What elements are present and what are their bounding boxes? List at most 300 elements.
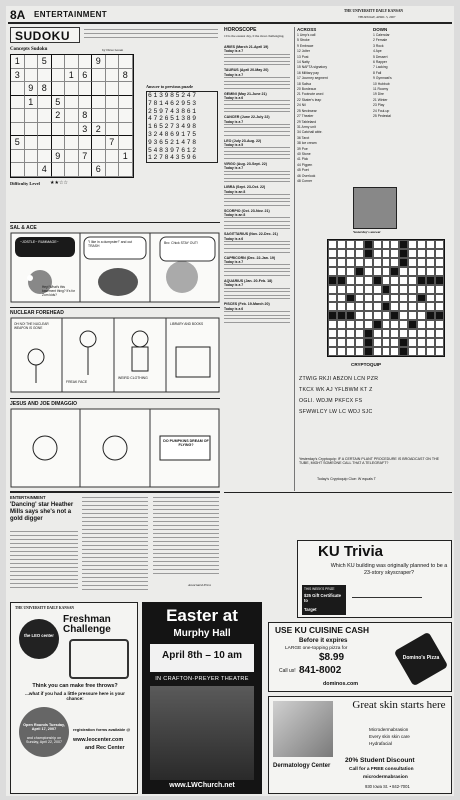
- sudoku-cell: 7: [106, 136, 120, 150]
- crossword-cell: [328, 276, 337, 285]
- crossword-cell: [337, 249, 346, 258]
- clue-item: 9 Embrace: [297, 43, 314, 48]
- crossword-cell: [390, 249, 399, 258]
- crossword-cell: [399, 249, 408, 258]
- crossword-cell: [355, 302, 364, 311]
- easter-date-box: [150, 644, 254, 672]
- horoscope-sign: [224, 92, 290, 112]
- crossword-cell: [346, 258, 355, 267]
- crossword-cell: [337, 285, 346, 294]
- crossword-cell: [435, 347, 444, 356]
- clue-item: 5 Stroke: [297, 38, 310, 43]
- horoscope-sign: [224, 68, 290, 88]
- sudoku-cell: [11, 82, 25, 96]
- derm-call: Call for a FREE consultation: [349, 767, 414, 772]
- crossword-cell: [435, 338, 444, 347]
- easter-title: Easter at: [166, 606, 238, 625]
- crossword-cell: [337, 338, 346, 347]
- crossword-grid: [327, 239, 445, 357]
- crossword-cell: [417, 302, 426, 311]
- clue-item: 6 Rapper: [373, 60, 387, 65]
- crossword-cell: [399, 276, 408, 285]
- sudoku-cell: [11, 163, 25, 177]
- comic-title-3: JESUS AND JOE DIMAGGIO: [10, 401, 78, 407]
- divider-1: [10, 222, 220, 223]
- crossword-cell: [328, 320, 337, 329]
- sign-body: [224, 54, 290, 66]
- sudoku-cell: [65, 123, 79, 137]
- article-credit: Associated Press: [188, 583, 211, 587]
- crossword-cell: [426, 311, 435, 320]
- crossword-cell: [346, 347, 355, 356]
- crossword-cell: [328, 311, 337, 320]
- jesus-joe-strip: [10, 408, 220, 488]
- crossword-cell: [399, 302, 408, 311]
- crossword-cell: [417, 338, 426, 347]
- clue-item: 21 Footnote word: [297, 92, 324, 97]
- sudoku-cell: [38, 69, 52, 83]
- crossword-cell: [364, 294, 373, 303]
- crossword-cell: [399, 294, 408, 303]
- clue-item: 12 Jolter: [297, 49, 311, 54]
- crossword-cell: [346, 285, 355, 294]
- sudoku-cell: [38, 109, 52, 123]
- crossword-cell: [399, 338, 408, 347]
- crossword-cell: [328, 294, 337, 303]
- sudoku-cell: [106, 55, 120, 69]
- clue-item: 25 Pedestal: [373, 114, 391, 119]
- sudoku-cell: [65, 150, 79, 164]
- crossword-cell: [417, 249, 426, 258]
- clue-item: 15 NAFTA signatory: [297, 65, 328, 70]
- yesterday-answer-box: [353, 187, 397, 229]
- sudoku-cell: [25, 55, 39, 69]
- answer-row: 259743861: [148, 107, 198, 115]
- crossword-cell: [373, 347, 382, 356]
- clue-item: 3 Rock: [373, 43, 384, 48]
- down-list: [373, 33, 403, 120]
- sudoku-cell: 8: [79, 109, 93, 123]
- sudoku-cell: 9: [52, 150, 66, 164]
- sudoku-grid-title: Concepts Sudoku: [10, 47, 48, 52]
- crossword-cell: [382, 285, 391, 294]
- sudoku-cell: [106, 82, 120, 96]
- crossword-cell: [355, 329, 364, 338]
- trivia-store: Target: [304, 607, 317, 612]
- sudoku-cell: 4: [38, 163, 52, 177]
- sign-name: CAPRICORN (Dec. 22-Jan. 19): [224, 255, 276, 260]
- crossword-cell: [390, 338, 399, 347]
- leo-logo: [19, 619, 59, 659]
- crossword-cell: [382, 347, 391, 356]
- sal-bubble-3: "I like in a dumpster!" and out TRASH: [88, 240, 133, 248]
- sudoku-cell: [11, 150, 25, 164]
- crossword-cell: [390, 267, 399, 276]
- cryptoquip-line: OGLI. WDJM PKFCX FS: [299, 398, 363, 404]
- sudoku-grid: [10, 54, 134, 178]
- sudoku-cell: [52, 136, 66, 150]
- newspaper-page: [6, 6, 454, 796]
- crossword-cell: [417, 276, 426, 285]
- crossword-cell: [373, 294, 382, 303]
- easter-venue: IN CRAFTON-PREYER THEATRE: [155, 676, 249, 682]
- clue-item: 11 Roomy: [373, 87, 389, 92]
- sudoku-cell: [38, 136, 52, 150]
- challenge-hoop: [69, 639, 129, 679]
- sudoku-cell: [119, 136, 133, 150]
- section-name: ENTERTAINMENT: [34, 10, 108, 19]
- sudoku-cell: [25, 109, 39, 123]
- crossword-cell: [373, 338, 382, 347]
- down-label: DOWN: [373, 27, 388, 32]
- clue-item: 19 Dire: [373, 92, 384, 97]
- sudoku-cell: [65, 82, 79, 96]
- crossword-cell: [408, 320, 417, 329]
- sign-rating: Today is a 7: [224, 283, 244, 288]
- clue-item: 45 Poet: [297, 168, 309, 173]
- clue-item: 18 Saliva: [297, 81, 311, 86]
- clue-item: 44 Pigpen: [297, 162, 313, 167]
- crossword-cell: [390, 276, 399, 285]
- cryptoquip-lines: [299, 374, 451, 418]
- sal-bubble-4: Bro: Chick STAY OUT!: [164, 241, 198, 245]
- trivia-prize: $25 Gift Certificate to: [304, 593, 342, 603]
- crossword-cell: [373, 267, 382, 276]
- nf-text-4: LIBRARY AND BOOKS: [170, 322, 204, 326]
- crossword-cell: [399, 267, 408, 276]
- crossword-cell: [328, 240, 337, 249]
- sign-body: [224, 100, 290, 112]
- crossword-cell: [408, 267, 417, 276]
- sudoku-cell: [92, 82, 106, 96]
- horoscope-sign: [224, 45, 290, 65]
- crossword-cell: [373, 249, 382, 258]
- nf-text-2: FREAK FACE: [66, 380, 88, 384]
- clue-item: 16 Military pay: [297, 70, 319, 75]
- crossword-cell: [346, 267, 355, 276]
- derm-site[interactable]: microdermabrasion: [363, 775, 408, 780]
- clue-item: 48 Corner: [297, 178, 313, 183]
- crossword-cell: [426, 347, 435, 356]
- crossword-cell: [399, 329, 408, 338]
- article-col-3: [153, 497, 219, 577]
- crossword-cell: [426, 258, 435, 267]
- ku-trivia-ad: [297, 540, 452, 618]
- crossword-cell: [399, 258, 408, 267]
- crossword-cell: [337, 240, 346, 249]
- sign-body: [224, 147, 290, 159]
- sign-rating: Today is a 7: [224, 72, 244, 77]
- jj-caption: DO PUMPKINS DREAM OF FLYING?: [163, 439, 209, 447]
- comic-nuclear-forehead: [10, 310, 220, 396]
- leo-text: the LEO center: [24, 633, 54, 638]
- sudoku-cell: [52, 55, 66, 69]
- sudoku-cell: 3: [79, 123, 93, 137]
- clue-item: 36 Tarot: [297, 135, 310, 140]
- cryptoquip-line: TKCX WK AJ YFLBWM KT Z: [299, 387, 373, 393]
- crossword-cell: [426, 329, 435, 338]
- crossword-cell: [417, 240, 426, 249]
- sign-rating: Today is an 8: [224, 213, 246, 218]
- crossword-cell: [426, 302, 435, 311]
- clue-item: 31 Army unit: [297, 124, 316, 129]
- crossword-cell: [390, 240, 399, 249]
- crossword-cell: [382, 258, 391, 267]
- horoscope-sign: [224, 256, 290, 276]
- easter-photo: [150, 686, 254, 780]
- sudoku-cell: 2: [52, 109, 66, 123]
- sudoku-cell: 8: [119, 69, 133, 83]
- sign-rating: Today is a 6: [224, 96, 244, 101]
- crossword-cell: [364, 249, 373, 258]
- article-kicker: ENTERTAINMENT: [10, 495, 46, 500]
- crossword-cell: [328, 338, 337, 347]
- sudoku-cell: [65, 96, 79, 110]
- crossword-cell: [364, 329, 373, 338]
- sudoku-cell: 5: [11, 136, 25, 150]
- crossword-cell: [346, 249, 355, 258]
- crossword-cell: [435, 329, 444, 338]
- sign-body: [224, 264, 290, 276]
- crossword-cell: [408, 347, 417, 356]
- crossword-cell: [435, 320, 444, 329]
- crossword-cell: [399, 320, 408, 329]
- crossword-cell: [364, 267, 373, 276]
- challenge-brand: THE UNIVERSITY DAILY KANSAN: [15, 606, 75, 610]
- derm-headline: Great skin starts here: [352, 699, 446, 711]
- crossword-cell: [328, 285, 337, 294]
- challenge-rounds: Open Rounds Tuesday, April 17, 2007: [23, 723, 65, 731]
- sudoku-cell: 9: [25, 82, 39, 96]
- cryptoquip-line: SFWWLCY LW LC WDJ SJC: [299, 409, 373, 415]
- clue-item: 17 Journey segment: [297, 76, 328, 81]
- sudoku-cell: [52, 82, 66, 96]
- crossword-cell: [417, 320, 426, 329]
- sign-body: [224, 288, 290, 300]
- sign-name: ARIES (March 21-April 19): [224, 45, 269, 49]
- sudoku-banner: [10, 27, 80, 43]
- comic-sal-ace: [10, 225, 220, 305]
- sudoku-cell: [52, 123, 66, 137]
- cuisine-phone: 841-8002: [299, 665, 342, 676]
- crossword-section: [297, 27, 452, 357]
- sudoku-cell: [65, 109, 79, 123]
- sign-name: CANCER (June 22-July 22): [224, 115, 270, 120]
- crossword-cell: [382, 302, 391, 311]
- challenge-url[interactable]: www.leocenter.com: [73, 737, 124, 743]
- sudoku-cell: [65, 55, 79, 69]
- crossword-cell: [346, 329, 355, 338]
- challenge-title: Freshman Challenge: [63, 614, 111, 635]
- sudoku-cell: [25, 69, 39, 83]
- cuisine-price: $8.99: [319, 652, 345, 663]
- horoscope-sign: [224, 185, 290, 205]
- crossword-cell: [373, 240, 382, 249]
- sudoku-cell: [92, 109, 106, 123]
- sudoku-cell: 5: [52, 96, 66, 110]
- horoscope-sign: [224, 302, 290, 322]
- sudoku-cell: [25, 123, 39, 137]
- sudoku-cell: [11, 109, 25, 123]
- crossword-cell: [417, 294, 426, 303]
- crossword-cell: [399, 285, 408, 294]
- crossword-cell: [435, 311, 444, 320]
- divider-4: [10, 491, 220, 493]
- crossword-cell: [408, 294, 417, 303]
- crossword-cell: [417, 258, 426, 267]
- crossword-cell: [435, 294, 444, 303]
- yesterday-answer-label: Yesterday's answer: [353, 230, 381, 234]
- crossword-cell: [408, 329, 417, 338]
- answer-row: 127843596: [148, 154, 198, 162]
- sign-name: VIRGO (Aug. 23-Sept. 22): [224, 161, 267, 166]
- clue-item: 5 Dessert: [373, 54, 388, 59]
- crossword-cell: [328, 302, 337, 311]
- crossword-cell: [346, 311, 355, 320]
- cryptoquip-title: CRYPTOQUIP: [351, 362, 382, 367]
- sign-rating: Today is a 5: [224, 142, 244, 147]
- sudoku-cell: [106, 96, 120, 110]
- crossword-cell: [390, 294, 399, 303]
- sudoku-cell: [79, 82, 93, 96]
- challenge-ad: [10, 602, 138, 794]
- sudoku-cell: [79, 55, 93, 69]
- sudoku-cell: 9: [92, 55, 106, 69]
- sign-name: LEO (July 23-Aug. 22): [224, 138, 262, 143]
- easter-url[interactable]: www.LWChurch.net: [169, 782, 235, 789]
- crossword-cell: [355, 338, 364, 347]
- crossword-cell: [408, 258, 417, 267]
- easter-ad: [142, 602, 262, 794]
- sudoku-cell: [119, 163, 133, 177]
- sign-body: [224, 194, 290, 206]
- crossword-cell: [390, 302, 399, 311]
- clue-item: 22 Skater's leap: [297, 97, 322, 102]
- sudoku-cell: [65, 136, 79, 150]
- nf-text-1: OH NO! THE NUCLEAR WEAPON IS GONE: [14, 322, 49, 330]
- sign-body: [224, 171, 290, 183]
- cryptoquip-section: [297, 362, 452, 490]
- sudoku-cell: [106, 69, 120, 83]
- sudoku-cell: [92, 69, 106, 83]
- crossword-cell: [382, 240, 391, 249]
- horoscope-list: [224, 45, 290, 326]
- sudoku-cell: [79, 163, 93, 177]
- clue-item: 41 Pick: [297, 157, 309, 162]
- horoscope-sign: [224, 139, 290, 159]
- sudoku-section: [10, 27, 220, 222]
- crossword-cell: [426, 276, 435, 285]
- crossword-cell: [426, 267, 435, 276]
- sudoku-instructions: [84, 29, 218, 41]
- challenge-and-rec: and Rec Center: [85, 745, 125, 751]
- crossword-cell: [373, 258, 382, 267]
- sudoku-cell: 1: [65, 69, 79, 83]
- easter-place: Murphy Hall: [173, 628, 231, 639]
- crossword-cell: [346, 320, 355, 329]
- clue-item: 34 Catchall abbr.: [297, 130, 323, 135]
- crossword-cell: [337, 347, 346, 356]
- page-header: [8, 8, 452, 22]
- cuisine-web[interactable]: dominos.com: [323, 681, 359, 687]
- crossword-cell: [364, 302, 373, 311]
- sudoku-cell: [119, 109, 133, 123]
- article-heather-mills: [10, 495, 220, 599]
- sudoku-cell: [65, 163, 79, 177]
- crossword-cell: [364, 320, 373, 329]
- clue-item: 1 Ump's call: [297, 33, 316, 37]
- crossword-cell: [390, 311, 399, 320]
- sudoku-cell: 1: [119, 150, 133, 164]
- sudoku-title: SUDOKU: [15, 29, 71, 43]
- crossword-cell: [426, 294, 435, 303]
- crossword-cell: [364, 285, 373, 294]
- crossword-cell: [337, 276, 346, 285]
- header-rule: [8, 22, 452, 24]
- sudoku-cell: 6: [79, 69, 93, 83]
- crossword-cell: [346, 276, 355, 285]
- crossword-cell: [337, 320, 346, 329]
- sign-rating: Today is a 6: [224, 236, 244, 241]
- crossword-cell: [328, 258, 337, 267]
- crossword-cell: [435, 258, 444, 267]
- sign-body: [224, 241, 290, 253]
- crossword-cell: [435, 240, 444, 249]
- clue-item: 24 Foul-up: [373, 108, 390, 113]
- article-headline: 'Dancing' star Heather Mills says she's not a gold digger: [10, 502, 74, 522]
- sign-rating: Today is a 6: [224, 306, 244, 311]
- sign-body: [224, 217, 290, 229]
- difficulty-label: Difficulty Level: [10, 181, 40, 186]
- challenge-ball: [19, 707, 69, 757]
- derm-addr: 930 Iowa St. • 842-7001: [365, 784, 410, 789]
- crossword-cell: [337, 258, 346, 267]
- crossword-cell: [417, 329, 426, 338]
- crossword-cell: [364, 258, 373, 267]
- comic-title-1: SAL & ACE: [10, 225, 37, 231]
- crossword-cell: [408, 311, 417, 320]
- crossword-cell: [364, 240, 373, 249]
- horoscope-sign: [224, 162, 290, 182]
- crossword-cell: [346, 240, 355, 249]
- crossword-cell: [399, 240, 408, 249]
- trivia-week: THIS WEEK'S PRIZE: [304, 587, 335, 591]
- clue-item: 20 Bordeaux: [297, 87, 317, 92]
- sudoku-cell: [25, 163, 39, 177]
- sign-name: AQUARIUS (Jan. 20-Feb. 18): [224, 278, 273, 283]
- paper-name: THE UNIVERSITY DAILY KANSAN: [344, 9, 404, 13]
- difficulty-stars: ★★☆☆: [50, 181, 68, 186]
- sudoku-cell: [106, 150, 120, 164]
- challenge-sub: ...what if you had a little pressure here is your chance:: [25, 691, 125, 701]
- sudoku-cell: 2: [92, 123, 106, 137]
- crossword-cell: [355, 294, 364, 303]
- answer-grid: [146, 91, 218, 163]
- derm-b2: Every skin skin care: [369, 734, 410, 739]
- crossword-cell: [328, 329, 337, 338]
- crossword-cell: [408, 338, 417, 347]
- crossword-cell: [426, 249, 435, 258]
- clue-item: 10 Hubbub: [373, 81, 390, 86]
- crossword-cell: [328, 347, 337, 356]
- sudoku-cell: [79, 96, 93, 110]
- challenge-question: Think you can make free throws?: [32, 683, 118, 689]
- sudoku-cell: [119, 82, 133, 96]
- crossword-cell: [390, 329, 399, 338]
- clue-item: 21 Winter: [373, 97, 388, 102]
- easter-date: April 8th – 10 am: [161, 650, 243, 661]
- sudoku-cell: [38, 150, 52, 164]
